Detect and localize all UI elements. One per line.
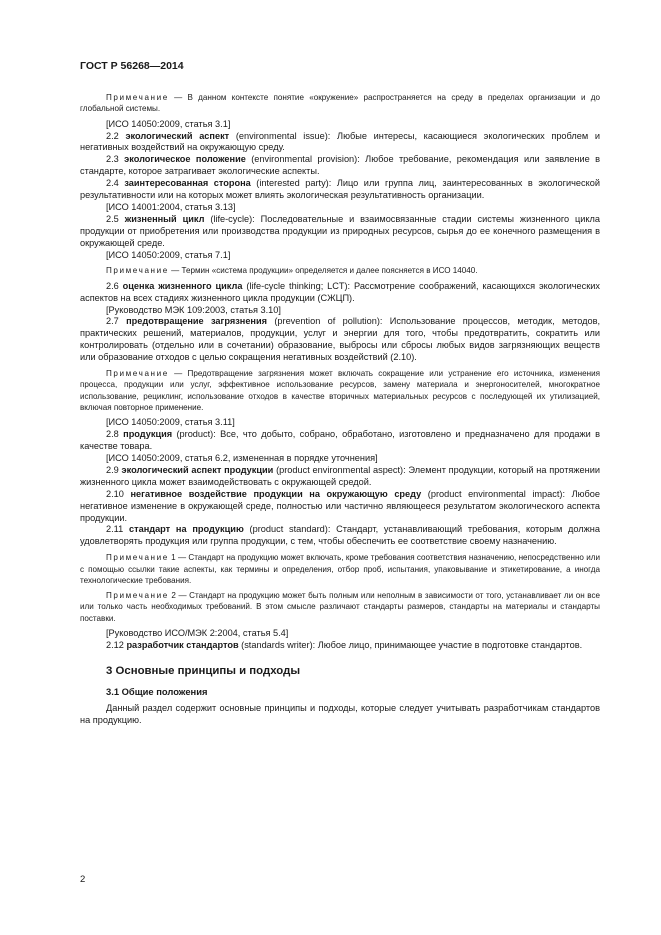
document-body [80,88,600,727]
term-2-4: 2.4 заинтересованная сторона (interested party): Лицо или группа лиц, заинтересованных в экологической результативности или на которых может влиять экологическая результативность организации. [80,178,600,201]
note-label: Примечание [106,93,169,102]
reference: [Руководство ИСО/МЭК 2:2004, статья 5.4] [106,628,289,639]
reference: [ИСО 14050:2009, статья 7.1] [106,249,231,260]
standard-designation: ГОСТ Р 56268—2014 [80,60,184,72]
note-label: Примечание [106,266,169,276]
term-2-5: 2.5 жизненный цикл (life-cycle): Последовательные и взаимосвязанные стадии системы жизненного цикла продукции от приобретения или производства продукции из природных ресурсов, сырья до ее конечного размещения в окружающей среде. [80,213,600,248]
term-name: экологический аспект продукции [121,464,274,475]
term-2-10: 2.10 негативное воздействие продукции на окружающую среду (product environmental impact): Любое негативное изменение в окружающей среде, полностью или частично являющееся результатом экологического аспекта продукции. [80,488,601,523]
note-product-standard-1: Примечание 1 — Стандарт на продукцию может включать, кроме требования соответствия назначению, непосредственно или с помощью ссылки такие аспекты, как термины и определения, отбор проб, испытания, упаковывание и этикетирование, а иногда технологические требования. [80,553,600,585]
term-name: стандарт на продукцию [128,524,244,535]
section-3-heading: 3 Основные принципы и подходы [106,664,301,677]
note-label: Примечание [106,553,169,563]
reference: [ИСО 14050:2009, статья 3.1] [106,118,231,129]
page-number: 2 [80,874,86,885]
term-2-9: 2.9 экологический аспект продукции (product environmental aspect): Элемент продукции, который на протяжении жизненного цикла может взаимодействовать с окружающей средой. [80,464,600,487]
note-pollution: Примечание — Предотвращение загрязнения может включать сокращение или устранение его источника, изменения процесса, продукции или услуг, эффективное использование ресурсов, замену материала и энергоносителей, многократное использование, рециклинг, использование отходов в качестве вторичных материальных ресурсов с последующей их утилизацией, включая повторное применение. [80,369,600,412]
term-name: продукция [123,429,173,440]
reference: [Руководство МЭК 109:2003, статья 3.10] [106,304,281,315]
term-2-11: 2.11 стандарт на продукцию (product standard): Стандарт, устанавливающий требования, которым должна удовлетворять продукция или группа продукции, с тем, чтобы обеспечить ее соответствие своему назначению. [80,524,600,547]
note-environment: Примечание — В данном контексте понятие «окружение» распространяется на среду в пределах организации и до глобальной системы. [80,93,600,114]
term-2-12: 2.12 разработчик стандартов (standards writer): Любое лицо, принимающее участие в подготовке стандартов. [106,639,583,650]
term-name: оценка жизненного цикла [122,280,243,291]
term-name: негативное воздействие продукции на окружающую среду [130,488,422,499]
term-name: заинтересованная сторона [124,178,251,189]
note-label: Примечание [106,369,169,379]
term-name: экологическое положение [124,154,246,165]
term-name: разработчик стандартов [126,639,239,650]
section-3-1-text: Данный раздел содержит основные принципы и подходы, которые следует учитывать разработчикам стандартов на продукцию. [80,702,600,725]
term-name: предотвращение загрязнения [126,316,267,327]
term-2-8: 2.8 продукция (product): Все, что добыто, собрано, обработано, изготовлено и предназначено для продажи в качестве товара. [80,429,600,452]
section-3-1-heading: 3.1 Общие положения [106,685,208,697]
note-product-system: Примечание — Термин «система продукции» определяется и далее поясняется в ИСО 14040. [106,266,478,276]
note-product-standard-2: Примечание 2 — Стандарт на продукцию может быть полным или неполным в зависимости от того, устанавливает ли он все или только часть необходимых требований. В этом смысле различают стандарты размеров, стандарты на материалы и стандарты поставки. [80,591,600,623]
note-label: Примечание [106,591,169,601]
term-name: экологический аспект [125,130,230,141]
reference: [ИСО 14001:2004, статья 3.13] [106,201,236,212]
term-2-2: 2.2 экологический аспект (environmental issue): Любые интересы, касающиеся экологических проблем и негативных воздействий на окружающую среду. [80,130,600,153]
term-name: жизненный цикл [124,213,205,224]
reference: [ИСО 14050:2009, статья 6.2, измененная в порядке уточнения] [106,453,378,464]
term-2-6: 2.6 оценка жизненного цикла (life-cycle thinking; LCT): Рассмотрение соображений, касающихся экологических аспектов на всех стадиях жизненного цикла продукции (СЖЦП). [80,280,600,303]
term-2-7: 2.7 предотвращение загрязнения (prevention of pollution): Использование процессов, методик, методов, практических решений, материалов, продукции, услуг и энергии для того, чтобы предотвратить, сократить или контролировать (отдельно или в сочетании) образование, выбросы или сбросы любых видов загрязняющих веществ или образование отходов с целью сокращения негативных воздействий (2.10). [80,316,601,363]
term-2-3: 2.3 экологическое положение (environmental provision): Любое требование, рекомендация или заявление в стандарте, которое затрагивает экологические аспекты. [80,154,600,177]
reference: [ИСО 14050:2009, статья 3.11] [106,417,235,428]
